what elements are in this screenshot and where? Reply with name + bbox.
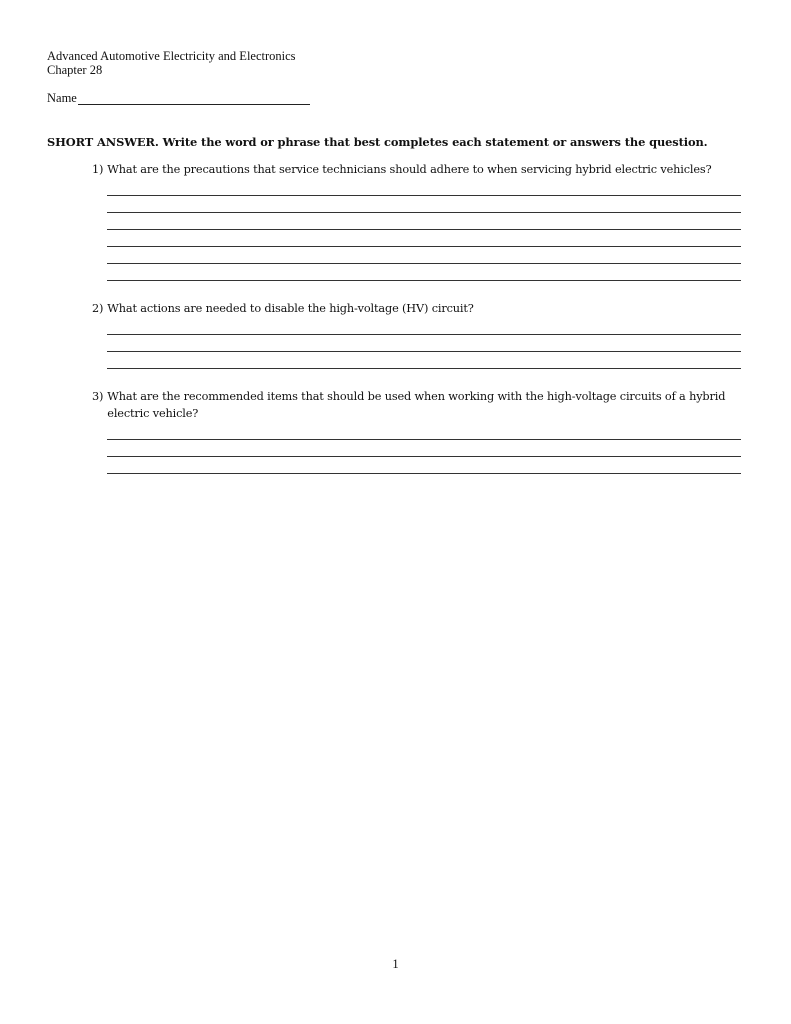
answer-line[interactable] [107, 212, 741, 213]
question-1 [92, 161, 752, 178]
question-text: What are the precautions that service technicians should adhere to when servicing hybrid electric vehicles? [107, 163, 712, 176]
answer-line[interactable] [107, 334, 741, 335]
question-2-text-row [92, 300, 752, 317]
question-text: What actions are needed to disable the high-voltage (HV) circuit? [107, 302, 474, 315]
question-1-text-row [92, 161, 752, 178]
answer-line[interactable] [107, 229, 741, 230]
name-field [47, 91, 310, 105]
answer-line[interactable] [107, 246, 741, 247]
question-3-text-row [92, 388, 742, 422]
question-number: 3) [92, 390, 104, 403]
course-title: Advanced Automotive Electricity and Electronics [47, 49, 296, 63]
document-header [47, 49, 296, 77]
page-number: 1 [392, 957, 399, 971]
answer-line[interactable] [107, 263, 741, 264]
answer-line[interactable] [107, 439, 741, 440]
question-text: What are the recommended items that should be used when working with the high-voltage circuits of a hybrid electric vehicle? [107, 390, 726, 420]
name-label: Name [47, 91, 77, 105]
answer-line[interactable] [107, 456, 741, 457]
name-blank-line[interactable] [78, 92, 310, 105]
answer-line[interactable] [107, 195, 741, 196]
question-3 [92, 388, 742, 422]
chapter-label: Chapter 28 [47, 63, 103, 77]
answer-line[interactable] [107, 280, 741, 281]
answer-line[interactable] [107, 368, 741, 369]
answer-line[interactable] [107, 351, 741, 352]
question-2 [92, 300, 752, 317]
section-instructions: SHORT ANSWER. Write the word or phrase that best completes each statement or answers the question. [47, 135, 708, 149]
answer-line[interactable] [107, 473, 741, 474]
question-number: 2) [92, 302, 104, 315]
question-number: 1) [92, 163, 104, 176]
